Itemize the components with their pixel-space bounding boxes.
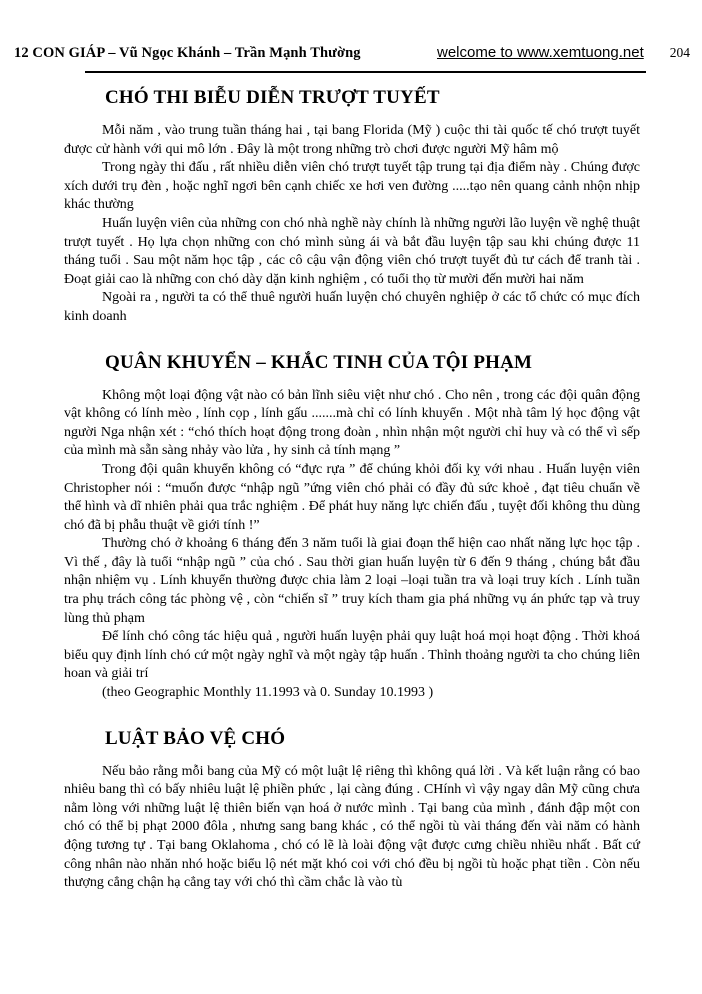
- section-heading: CHÓ THI BIỄU DIỄN TRƯỢT TUYẾT: [105, 87, 440, 108]
- section-heading: LUẬT BẢO VỆ CHÓ: [105, 727, 286, 749]
- site-link[interactable]: welcome to www.xemtuong.net: [436, 44, 644, 61]
- document-content: [0, 87, 702, 893]
- section-military-dogs: [64, 352, 640, 703]
- source-citation: (theo Geographic Monthly 11.1993 và 0. Sunday 10.1993 ): [102, 685, 434, 701]
- section-dog-skiing: [64, 87, 640, 327]
- page-number: 204: [669, 45, 690, 60]
- section-heading: QUÂN KHUYỂN – KHẮC TINH CỦA TỘI PHẠM: [105, 351, 533, 373]
- section-dog-protection-law: [64, 728, 640, 893]
- header-divider: [85, 71, 646, 73]
- paragraph: Nếu bảo rằng mỗi bang của Mỹ có một luật lệ riêng thì không quá lời . Và kết luận rằng có bao nhiêu bang thì có bấy nhiêu luật lệ phiền phức , lại càng đúng . CHính vì vậy ngay dân Mỹ cũng chưa nằm lòng với những luật lệ thiên biến vạn hoá ở nước mình . Tại bang của mình , đánh đập một con chó có thể bị phạt 2000 đôla , nhưng sang bang khác , có thể ngồi tù vài tháng đến vài năm có hành động tương tự . Tại bang Oklahoma , chó có lẽ là loài động vật được cưng chiều nhiều nhất . Bất cứ công nhân nào nhăn nhó hoặc biểu lộ nét mặt khó coi với chó đều bị ngồi tù hoặc phạt tiền . Còn nếu thượng cẳng chận hạ cẳng tay với chó thì cầm chắc là vào tù: [64, 763, 640, 891]
- paragraph: Thường chó ở khoảng 6 tháng đến 3 năm tuổi là giai đoạn thể hiện cao nhất năng lực học tập . Vì thế , đây là tuổi “nhập ngũ ” của chó . Sau thời gian huấn luyện từ 6 đến 9 tháng , chúng bắt đầu nhận nhiệm vụ . Lính khuyển thường được chia làm 2 loại –loại tuần tra và loại truy kích . Lính tuần tra phụ trách công tác phòng vệ , còn “chiến sĩ ” truy kích tham gia phá những vụ án phức tạp và truy lùng thủ phạm: [64, 536, 640, 626]
- paragraph: Huấn luyện viên của những con chó nhà nghề này chính là những người lão luyện về nghệ thuật trượt tuyết . Họ lựa chọn những con chó mình sủng ái và bắt đầu luyện tập sau khi chúng được 11 tháng tuổi . Sau một năm học tập , các cô cậu vận động viên chó trượt tuyết đủ tư cách để tranh tài . Đoạt giải cao là những con chó dày dặn kinh nghiệm , có tuổi thọ từ mười đến mười hai năm: [64, 215, 640, 287]
- paragraph: Ngoài ra , người ta có thể thuê người huấn luyện chó chuyên nghiệp ở các tổ chức có mục đích kinh doanh: [64, 290, 640, 324]
- paragraph: Không một loại động vật nào có bản lĩnh siêu việt như chó . Cho nên , trong các đội quân động vật không có lính mèo , lính cọp , lính gấu .......mà chỉ có lính khuyển . Một nhà tâm lý học động vật người Nga nhận xét : “chó thích hoạt động trong đoàn , nhìn nhận một người chỉ huy và có thể vì sếp của mình mà sẵn sàng nhảy vào lửa , hy sinh cả tính mạng ”: [64, 387, 640, 459]
- paragraph: Mỗi năm , vào trung tuần tháng hai , tại bang Florida (Mỹ ) cuộc thi tài quốc tế chó trượt tuyết được cử hành với qui mô lớn . Đây là một trong những trò chơi được người Mỹ hâm mộ: [64, 123, 640, 157]
- paragraph: Trong ngày thi đấu , rất nhiều diễn viên chó trượt tuyết tập trung tại địa điểm này . Chúng được xích dưới trụ đèn , hoặc nghĩ ngơi bên cạnh chiếc xe hơi ven đường .....tạo nên quang cảnh nhộn nhịp khác thường: [64, 160, 640, 213]
- paragraph: Để lính chó công tác hiệu quả , người huấn luyện phải quy luật hoá mọi hoạt động . Thời khoá biểu quy định lính chó cứ một ngày nghĩ và một ngày tập huấn . Thỉnh thoảng người ta cho chúng liên hoan và giải trí: [64, 629, 640, 682]
- book-title: 12 CON GIÁP – Vũ Ngọc Khánh – Trần Mạnh Thường: [14, 45, 361, 61]
- page-header: [0, 0, 702, 62]
- paragraph: Trong đội quân khuyển không có “đực rựa ” để chúng khỏi đối kỵ với nhau . Huấn luyện viên Christopher nói : “muốn được “nhập ngũ ”ứng viên chó phải có đầy đủ sức khoẻ , đạt tiêu chuẩn về thể hình và dĩ nhiên phải qua trắc nghiệm . Để phát huy năng lực chiến đấu , tuyệt đối không thu dùng chó đã bị phẫu thuật về giới tính !”: [64, 461, 640, 533]
